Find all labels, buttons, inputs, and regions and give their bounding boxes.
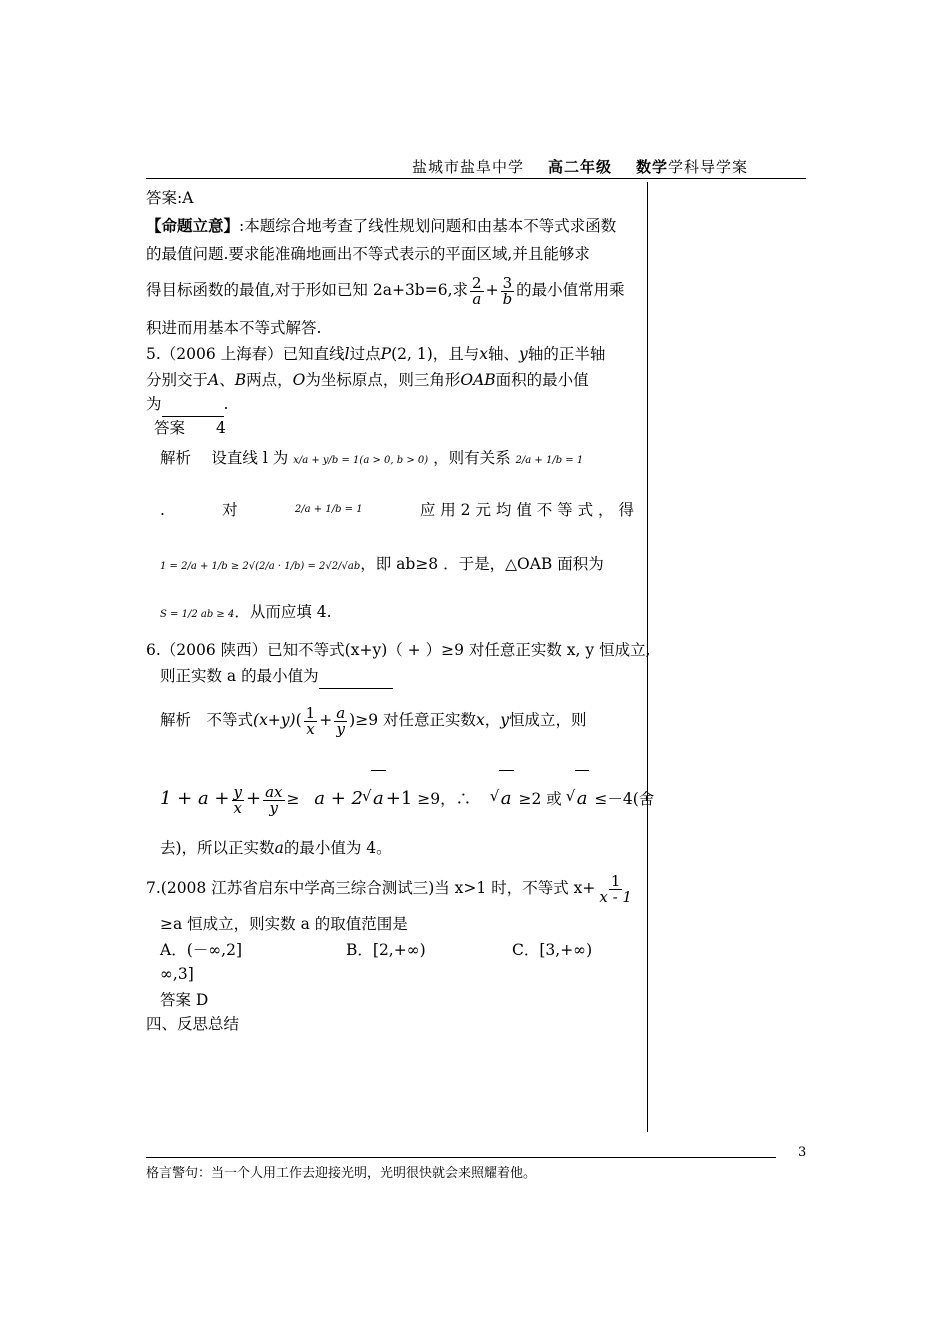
relation-equation: 2/a + 1/b = 1	[515, 455, 584, 466]
header-text	[412, 156, 748, 177]
footer-motto: 格言警句：当一个人用工作去迎接光明，光明很快就会来照耀着他。	[146, 1166, 537, 1181]
q6-solution-2: 1 + a + $\frac{y}{x}$ + $\frac{ax}{y}$ ≥ a + 2√ a +1 ≥9，∴ √ a ≥2 或 √ a ≤－4(舍	[160, 770, 654, 827]
section-reflection: 四、反思总结	[146, 1015, 240, 1033]
area-inequality: S = 1/2 ab ≥ 4	[160, 609, 235, 620]
footer-divider	[146, 1157, 776, 1158]
q5-answer: 答案 4	[154, 419, 226, 437]
line-intent: 【命题立意】:本题综合地考查了线性规划问题和由基本不等式求函数	[146, 216, 617, 235]
q7-line-2: ≥a 恒成立，则实数 a 的取值范围是	[160, 915, 408, 933]
q6-line-1: 6.（2006 陕西）已知不等式(x+y)（ + ）≥9 对任意正实数 x, y 恒成立,	[146, 641, 651, 659]
q6-solution-1: 解析 不等式(x+y)( $\frac{1}{x}$ + $\frac{a}{y}$ )≥9 对任意正实数x，y恒成立，则	[160, 703, 587, 738]
q7-option-d-tail: ∞,3]	[160, 965, 194, 983]
q5-line-1: 5.（2006 上海春）已知直线l过点P(2, 1)，且与x轴、y轴的正半轴	[146, 345, 606, 363]
header-subject: 数学	[635, 158, 668, 176]
q5-solution-2: . 对 2/a + 1/b = 1 应 用 2 元 均 值 不 等 式 ， 得	[160, 501, 634, 519]
q7-line-1: 7.(2008 江苏省启东中学高三综合测试三)当 x>1 时，不等式 x+ $\frac{1}{x - 1}$	[146, 871, 632, 906]
line-4: 得目标函数的最值,对于形如已知 2a+3b=6,求 $\frac{2}{a}$ + $\frac{3}{b}$ 的最小值常用乘	[146, 273, 625, 308]
q5-solution-4: S = 1/2 ab ≥ 4．从而应填 4.	[160, 603, 332, 621]
line-equation: x/a + y/b = 1(a > 0, b > 0)	[293, 455, 429, 466]
line-5: 积进而用基本不等式解答.	[146, 319, 322, 337]
q5-line-2: 分别交于A、B两点，O为坐标原点，则三角形OAB面积的最小值	[146, 371, 589, 389]
q5-solution-3: 1 = 2/a + 1/b ≥ 2√(2/a · 1/b) = 2√2/√ab，即 ab≥8 ．于是，△OAB 面积为	[160, 555, 604, 573]
page-header	[146, 152, 806, 179]
line-3: 的最值问题.要求能准确地画出不等式表示的平面区域,并且能够求	[146, 245, 590, 263]
q7-option-a: A．(－∞,2]	[160, 941, 242, 959]
q5-line-3: 为 .	[146, 392, 228, 417]
header-school: 盐城市盐阜中学	[411, 158, 524, 176]
frac-3-b: $\frac{3}{b}$	[502, 273, 513, 308]
q7-answer: 答案 D	[160, 991, 209, 1009]
q6-line-2: 则正实数 a 的最小值为	[160, 664, 393, 689]
page-number: 3	[798, 1145, 807, 1160]
header-subject-rest: 学科导学案	[667, 158, 748, 176]
q5-solution-1: 解析 设直线 l 为 x/a + y/b = 1(a > 0, b > 0) ，则有关系 2/a + 1/b = 1	[160, 449, 584, 467]
line-answer-a: 答案:A	[146, 189, 194, 207]
q7-option-b: B．[2,+∞)	[346, 941, 426, 959]
header-grade: 高二年级	[547, 158, 612, 176]
q7-option-c: C．[3,+∞)	[512, 941, 593, 959]
am-gm-inequality: 1 = 2/a + 1/b ≥ 2√(2/a · 1/b) = 2√2/√ab	[160, 561, 361, 572]
q6-solution-3: 去)，所以正实数a的最小值为 4。	[160, 839, 392, 857]
frac-2-a: $\frac{2}{a}$	[472, 273, 482, 308]
